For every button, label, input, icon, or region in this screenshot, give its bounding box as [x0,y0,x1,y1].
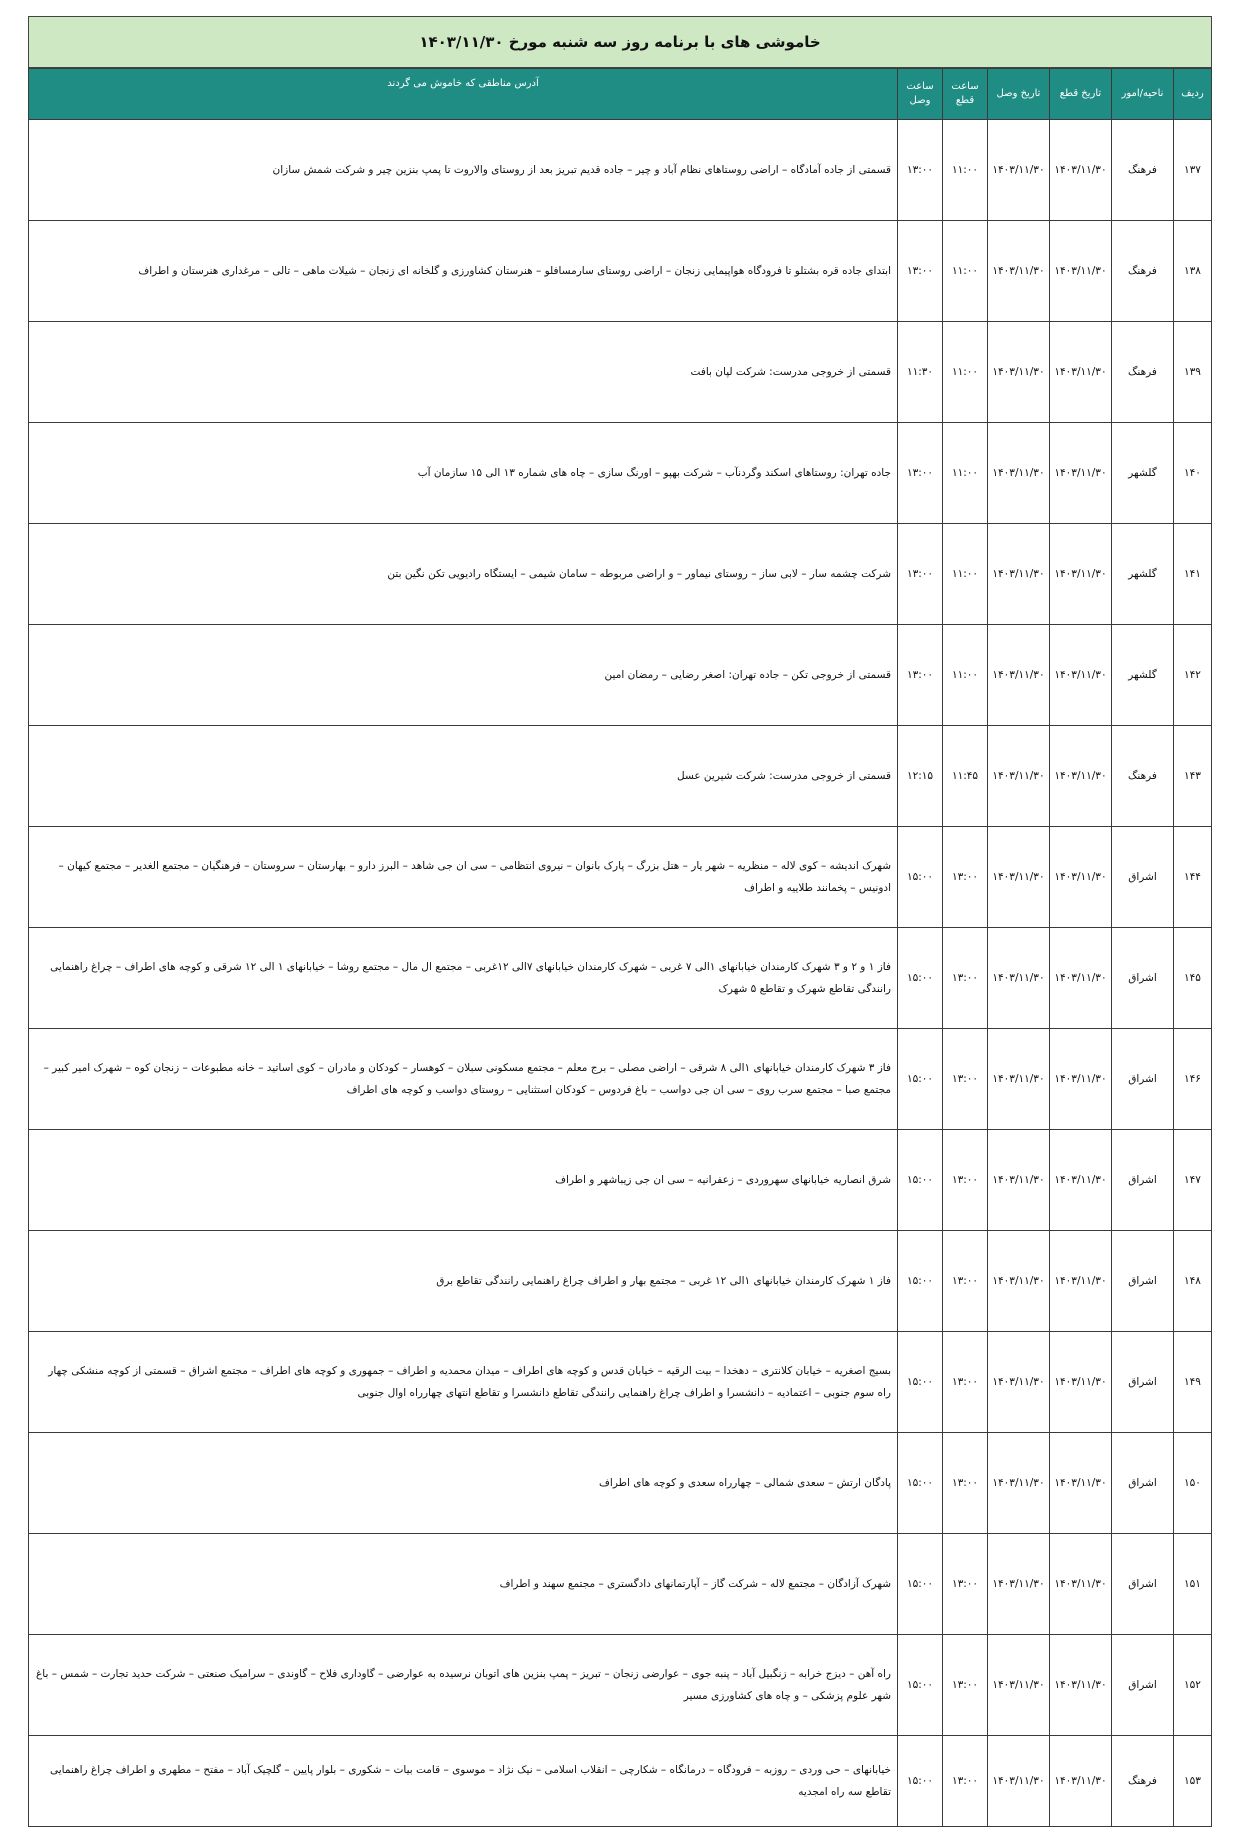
cell-connect-date: ۱۴۰۳/۱۱/۳۰ [988,1231,1050,1332]
cell-connect-date: ۱۴۰۳/۱۱/۳۰ [988,524,1050,625]
cell-row-number: ۱۴۴ [1174,827,1212,928]
cell-address: شرق انصاریه خیابانهای سهروردی – زعفرانیه – سی ان جی زیباشهر و اطراف [29,1130,898,1231]
cell-area: فرهنگ [1112,120,1174,221]
cell-connect-date: ۱۴۰۳/۱۱/۳۰ [988,322,1050,423]
header-area: ناحیه/امور [1112,69,1174,120]
cell-connect-time: ۱۵:۰۰ [898,1332,943,1433]
cell-connect-time: ۱۵:۰۰ [898,1736,943,1827]
table-row [29,120,1212,221]
cell-row-number: ۱۴۲ [1174,625,1212,726]
cell-cut-time: ۱۱:۰۰ [943,120,988,221]
cell-cut-date: ۱۴۰۳/۱۱/۳۰ [1050,1332,1112,1433]
cell-area: اشراق [1112,1635,1174,1736]
cell-address: قسمتی از خروجی مدرست: شرکت لپان بافت [29,322,898,423]
cell-row-number: ۱۵۲ [1174,1635,1212,1736]
cell-area: اشراق [1112,1332,1174,1433]
cell-connect-time: ۱۵:۰۰ [898,1635,943,1736]
cell-address: قسمتی از خروجی مدرست: شرکت شیرین عسل [29,726,898,827]
table-row [29,1029,1212,1130]
cell-cut-date: ۱۴۰۳/۱۱/۳۰ [1050,1231,1112,1332]
cell-address: راه آهن – دیزج خرابه – زنگبیل آباد – پنبه جوی – عوارضی زنجان – تبریز – پمپ بنزین های اتوبان نرسیده به عوارضی – گاوداری فلاح – گاوندی – سرامیک صنعتی – شرکت حدید تجارت – شمس – باغ شهر علوم پزشکی – و چاه های کشاورزی مسیر [29,1635,898,1736]
table-row [29,1130,1212,1231]
cell-row-number: ۱۴۰ [1174,423,1212,524]
cell-cut-time: ۱۱:۴۵ [943,726,988,827]
cell-address: فاز ۳ شهرک کارمندان خیابانهای ۱الی ۸ شرقی – اراضی مصلی – برج معلم – مجتمع مسکونی سبلان – کوهسار – کودکان و مادران – کوی اساتید – خانه مطبوعات – زنجان کوه – شهرک امیر کبیر – مجتمع صبا – مجتمع سرب روی – سی ان جی دواسب – باغ فردوس – کودکان استثنایی – روستای دواسب و کوچه های اطراف [29,1029,898,1130]
cell-area: فرهنگ [1112,322,1174,423]
cell-connect-date: ۱۴۰۳/۱۱/۳۰ [988,827,1050,928]
table-row [29,423,1212,524]
cell-connect-date: ۱۴۰۳/۱۱/۳۰ [988,726,1050,827]
cell-cut-date: ۱۴۰۳/۱۱/۳۰ [1050,1736,1112,1827]
cell-connect-time: ۱۳:۰۰ [898,423,943,524]
cell-row-number: ۱۳۹ [1174,322,1212,423]
table-row [29,827,1212,928]
outage-table [28,68,1212,1827]
cell-connect-time: ۱۳:۰۰ [898,524,943,625]
cell-cut-time: ۱۳:۰۰ [943,1534,988,1635]
cell-area: فرهنگ [1112,1736,1174,1827]
table-body [29,120,1212,1827]
cell-cut-time: ۱۱:۰۰ [943,322,988,423]
cell-connect-date: ۱۴۰۳/۱۱/۳۰ [988,120,1050,221]
cell-cut-date: ۱۴۰۳/۱۱/۳۰ [1050,221,1112,322]
cell-cut-time: ۱۳:۰۰ [943,1736,988,1827]
cell-connect-date: ۱۴۰۳/۱۱/۳۰ [988,1736,1050,1827]
cell-cut-date: ۱۴۰۳/۱۱/۳۰ [1050,827,1112,928]
cell-cut-date: ۱۴۰۳/۱۱/۳۰ [1050,524,1112,625]
cell-row-number: ۱۴۹ [1174,1332,1212,1433]
cell-area: اشراق [1112,928,1174,1029]
cell-address: ابتدای جاده قره بشتلو تا فرودگاه هواپیمایی زنجان – اراضی روستای سارمسافلو – هنرستان کشاورزی و گلخانه ای زنجان – شیلات ماهی – تالی – مرغداری هنرستان و اطراف [29,221,898,322]
table-row [29,1433,1212,1534]
cell-row-number: ۱۴۱ [1174,524,1212,625]
cell-connect-date: ۱۴۰۳/۱۱/۳۰ [988,1332,1050,1433]
cell-cut-date: ۱۴۰۳/۱۱/۳۰ [1050,1635,1112,1736]
cell-connect-time: ۱۵:۰۰ [898,1534,943,1635]
cell-connect-time: ۱۵:۰۰ [898,1130,943,1231]
cell-cut-time: ۱۳:۰۰ [943,827,988,928]
header-cut-date: تاریخ قطع [1050,69,1112,120]
header-cut-time: ساعت قطع [943,69,988,120]
table-row [29,524,1212,625]
cell-cut-date: ۱۴۰۳/۱۱/۳۰ [1050,1029,1112,1130]
cell-cut-date: ۱۴۰۳/۱۱/۳۰ [1050,423,1112,524]
cell-connect-date: ۱۴۰۳/۱۱/۳۰ [988,1534,1050,1635]
cell-cut-time: ۱۱:۰۰ [943,625,988,726]
cell-connect-time: ۱۵:۰۰ [898,1029,943,1130]
page-title: خاموشی های با برنامه روز سه شنبه مورخ ۱۴۰۳/۱۱/۳۰ [28,16,1212,68]
cell-area: اشراق [1112,1231,1174,1332]
cell-row-number: ۱۵۰ [1174,1433,1212,1534]
cell-cut-time: ۱۱:۰۰ [943,524,988,625]
cell-address: قسمتی از خروجی تکن – جاده تهران: اصغر رضایی – رمضان امین [29,625,898,726]
table-row [29,1534,1212,1635]
cell-cut-time: ۱۳:۰۰ [943,1130,988,1231]
cell-connect-date: ۱۴۰۳/۱۱/۳۰ [988,423,1050,524]
cell-address: جاده تهران: روستاهای اسکند وگردنآب – شرکت بهپو – اورنگ سازی – چاه های شماره ۱۳ الی ۱۵ سازمان آب [29,423,898,524]
header-row-number: ردیف [1174,69,1212,120]
cell-row-number: ۱۴۳ [1174,726,1212,827]
table-row [29,1635,1212,1736]
cell-connect-date: ۱۴۰۳/۱۱/۳۰ [988,928,1050,1029]
cell-connect-time: ۱۳:۰۰ [898,120,943,221]
cell-connect-time: ۱۳:۰۰ [898,221,943,322]
cell-cut-time: ۱۳:۰۰ [943,1635,988,1736]
cell-address: فاز ۱ و ۲ و ۳ شهرک کارمندان خیابانهای ۱الی ۷ غربی – شهرک کارمندان خیابانهای ۷الی ۱۲غربی – مجتمع ال مال – مجتمع روشا – خیابانهای ۱ الی ۱۲ شرقی و کوچه های اطراف – چراغ راهنمایی رانندگی تقاطع شهرک و تقاطع ۵ شهرک [29,928,898,1029]
header-address: آدرس مناطقی که خاموش می گردند [29,69,898,120]
cell-address: خیابانهای – حی وردی – روزبه – فرودگاه – درمانگاه – شکارچی – انقلاب اسلامی – نیک نژاد – موسوی – قامت بیات – شکوری – بلوار پایین – گلچیک آباد – مفتح – مطهری و اطراف چراغ راهنمایی تقاطع سه راه امجدیه [29,1736,898,1827]
cell-area: گلشهر [1112,423,1174,524]
table-row [29,1332,1212,1433]
cell-connect-time: ۱۳:۰۰ [898,625,943,726]
cell-row-number: ۱۵۳ [1174,1736,1212,1827]
cell-connect-time: ۱۱:۳۰ [898,322,943,423]
table-row [29,1736,1212,1827]
cell-cut-time: ۱۳:۰۰ [943,1029,988,1130]
cell-connect-time: ۱۲:۱۵ [898,726,943,827]
cell-connect-date: ۱۴۰۳/۱۱/۳۰ [988,221,1050,322]
cell-address: پادگان ارتش – سعدی شمالی – چهارراه سعدی و کوچه های اطراف [29,1433,898,1534]
cell-row-number: ۱۴۷ [1174,1130,1212,1231]
cell-cut-date: ۱۴۰۳/۱۱/۳۰ [1050,120,1112,221]
cell-connect-date: ۱۴۰۳/۱۱/۳۰ [988,1635,1050,1736]
cell-connect-time: ۱۵:۰۰ [898,928,943,1029]
cell-address: شهرک آزادگان – مجتمع لاله – شرکت گاز – آپارتمانهای دادگستری – مجتمع سهند و اطراف [29,1534,898,1635]
cell-connect-date: ۱۴۰۳/۱۱/۳۰ [988,1130,1050,1231]
cell-cut-time: ۱۱:۰۰ [943,423,988,524]
cell-connect-time: ۱۵:۰۰ [898,827,943,928]
cell-area: اشراق [1112,1433,1174,1534]
cell-cut-date: ۱۴۰۳/۱۱/۳۰ [1050,726,1112,827]
table-row [29,928,1212,1029]
cell-address: قسمتی از جاده آمادگاه – اراضی روستاهای نظام آباد و چیر – جاده قدیم تبریز بعد از روستای والاروت تا پمپ بنزین چیر و شرکت شمش سازان [29,120,898,221]
cell-area: اشراق [1112,1029,1174,1130]
table-row [29,625,1212,726]
cell-cut-time: ۱۳:۰۰ [943,928,988,1029]
cell-address: شرکت چشمه سار – لابی ساز – روستای نیماور – و اراضی مربوطه – سامان شیمی – ایستگاه رادیویی تکن نگین بتن [29,524,898,625]
table-row [29,322,1212,423]
cell-connect-date: ۱۴۰۳/۱۱/۳۰ [988,1029,1050,1130]
cell-cut-date: ۱۴۰۳/۱۱/۳۰ [1050,1534,1112,1635]
cell-cut-date: ۱۴۰۳/۱۱/۳۰ [1050,1130,1112,1231]
cell-row-number: ۱۴۵ [1174,928,1212,1029]
cell-row-number: ۱۳۷ [1174,120,1212,221]
table-header-row [29,69,1212,120]
table-row [29,221,1212,322]
cell-cut-time: ۱۳:۰۰ [943,1332,988,1433]
header-connect-date: تاریخ وصل [988,69,1050,120]
cell-connect-time: ۱۵:۰۰ [898,1231,943,1332]
cell-area: گلشهر [1112,625,1174,726]
cell-connect-time: ۱۵:۰۰ [898,1433,943,1534]
cell-cut-date: ۱۴۰۳/۱۱/۳۰ [1050,1433,1112,1534]
table-row [29,726,1212,827]
cell-cut-date: ۱۴۰۳/۱۱/۳۰ [1050,928,1112,1029]
cell-area: فرهنگ [1112,726,1174,827]
cell-address: بسیج اصغریه – خیابان کلانتری – دهخدا – بیت الرقیه – خیابان قدس و کوچه های اطراف – میدان محمدیه و اطراف – جمهوری و کوچه های اطراف – مجتمع اشراق – قسمتی از کوچه منشکی چهار راه سوم جنوبی – اعتمادیه – دانشسرا و اطراف چراغ راهنمایی رانندگی تقاطع دانشسرا و تقاطع انتهای چهارراه اوال جنوبی [29,1332,898,1433]
cell-address: شهرک اندیشه – کوی لاله – منظریه – شهر یار – هتل بزرگ – پارک بانوان – نیروی انتظامی – سی ان جی شاهد – البرز دارو – بهارستان – سروستان – فرهنگیان – مجتمع الغدیر – مجتمع کیهان – ادونیس – پخمانند طلاییه و اطراف [29,827,898,928]
cell-area: اشراق [1112,1534,1174,1635]
schedule-sheet [28,16,1212,1827]
cell-cut-time: ۱۳:۰۰ [943,1231,988,1332]
cell-area: اشراق [1112,1130,1174,1231]
cell-cut-time: ۱۱:۰۰ [943,221,988,322]
table-row [29,1231,1212,1332]
cell-cut-time: ۱۳:۰۰ [943,1433,988,1534]
cell-row-number: ۱۳۸ [1174,221,1212,322]
cell-cut-date: ۱۴۰۳/۱۱/۳۰ [1050,322,1112,423]
cell-cut-date: ۱۴۰۳/۱۱/۳۰ [1050,625,1112,726]
cell-row-number: ۱۴۸ [1174,1231,1212,1332]
cell-area: فرهنگ [1112,221,1174,322]
header-connect-time: ساعت وصل [898,69,943,120]
cell-area: اشراق [1112,827,1174,928]
cell-area: گلشهر [1112,524,1174,625]
cell-row-number: ۱۵۱ [1174,1534,1212,1635]
cell-connect-date: ۱۴۰۳/۱۱/۳۰ [988,1433,1050,1534]
cell-address: فاز ۱ شهرک کارمندان خیابانهای ۱الی ۱۲ غربی – مجتمع بهار و اطراف چراغ راهنمایی رانندگی تقاطع برق [29,1231,898,1332]
cell-row-number: ۱۴۶ [1174,1029,1212,1130]
cell-connect-date: ۱۴۰۳/۱۱/۳۰ [988,625,1050,726]
